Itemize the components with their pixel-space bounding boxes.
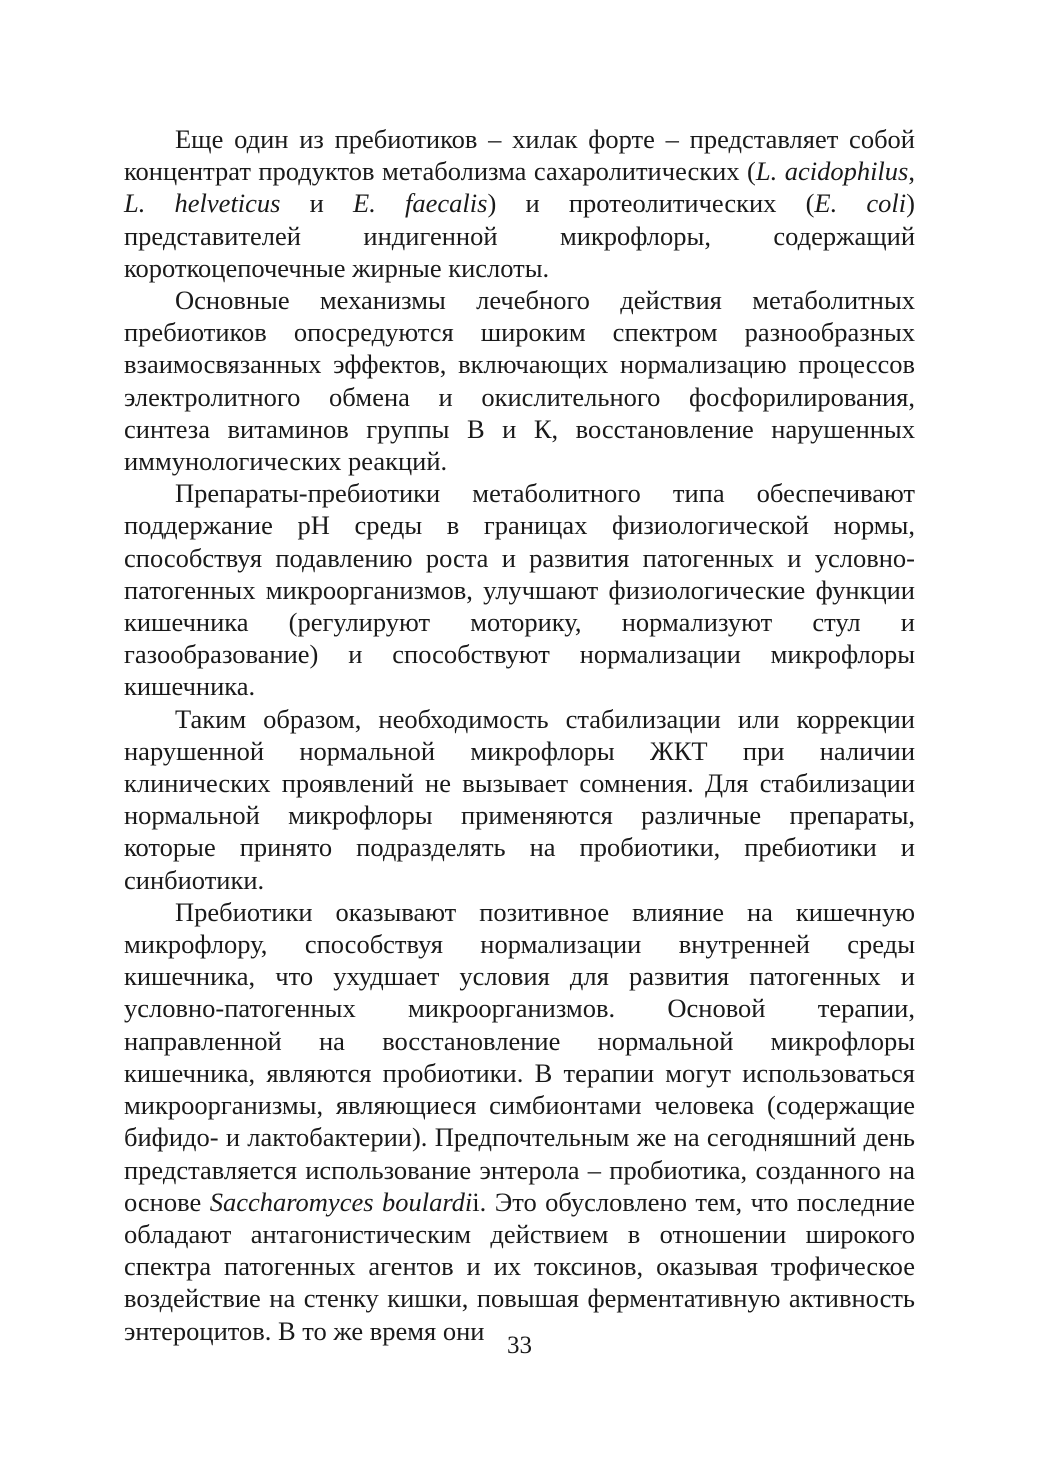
paragraph-text: Таким образом, необходимость стабилизации или коррекции нарушенной нормальной микрофлоры ЖКТ при наличии клинических проявлений не вызывает сомнения. Для стабилизации нормальной микрофлоры применяются различные препараты, которые принято подразделять на пробиотики, пребиотики и синбиотики. xyxy=(124,703,915,895)
paragraph-4 xyxy=(124,703,915,896)
paragraph-text: ) представителей индигенной микрофлоры, содержащий короткоцепочечные жирные кислоты. xyxy=(124,188,915,283)
species-name: L. helveticus xyxy=(124,188,281,219)
species-name: Saccharomyces boulardi xyxy=(209,1186,473,1217)
paragraph-text: , xyxy=(908,156,915,187)
paragraph-text: Препараты-пребиотики метаболитного типа обеспечивают поддержание pH среды в границах физиологической нормы, способствуя подавлению роста и развития патогенных и условно-патогенных микроорганизмов, улучшают физиологические функции кишечника (регулируют моторику, нормализуют стул и газообразование) и способствуют нормализации микрофлоры кишечника. xyxy=(124,478,915,702)
paragraph-2 xyxy=(124,284,915,477)
paragraph-text: i. Это обусловлено тем, что последние обладают антагонистическим действием в отношении широкого спектра патогенных агентов и их токсинов, оказывая трофическое воздействие на стенку кишки, повышая ферментативную активность энтероцитов. В то же время они xyxy=(124,1186,915,1346)
paragraph-text: Еще один из пребиотиков – хилак форте – представляет собой концентрат продуктов метаболизма сахаролитических ( xyxy=(124,124,915,187)
paragraph-5 xyxy=(124,896,915,1347)
paragraph-1 xyxy=(124,123,915,284)
paragraph-text: Пребиотики оказывают позитивное влияние на кишечную микрофлору, способствуя нормализации внутренней среды кишечника, что ухудшает условия для развития патогенных и условно-патогенных микроорганизмов. Основой терапии, направленной на восстановление нормальной микрофлоры кишечника, являются пробиотики. В терапии могут использоваться микроорганизмы, являющиеся симбионтами человека (содержащие бифидо- и лактобактерии). Предпочтельным же на сегодняшний день представляется использование энтерола – пробиотика, созданного на основе xyxy=(124,896,915,1217)
page-number: 33 xyxy=(507,1332,532,1359)
species-name: L. acidophilus xyxy=(755,156,909,187)
species-name: E. faecalis xyxy=(353,188,488,219)
paragraph-text: и xyxy=(280,188,354,219)
paragraph-text: Основные механизмы лечебного действия метаболитных пребиотиков опосредуются широким спектром разнообразных взаимосвязанных эффектов, включающих нормализацию процессов электролитного обмена и окислительного фосфорилирования, синтеза витаминов группы В и К, восстановление нарушенных иммунологических реакций. xyxy=(124,285,915,477)
page-body xyxy=(124,123,915,1347)
paragraph-text: ) и протеолитических ( xyxy=(487,188,815,219)
paragraph-3 xyxy=(124,477,915,702)
species-name: E. coli xyxy=(814,188,907,219)
